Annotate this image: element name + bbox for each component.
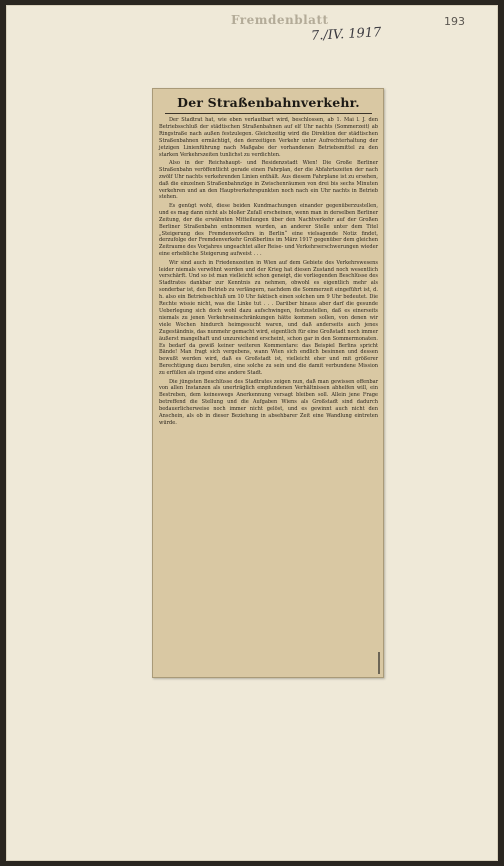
article-paragraph: Die jüngsten Beschlüsse des Stadtrates zeigen nun, daß man gewissen offenbar von allen Instanzen als unerträglich empfundenen Verhältnissen abhelfen will, ein Bestreben, dem keineswegs Anerkennung versagt bleiben soll. Allein jene Frage betreffend die Stellung und die Aufgaben Wiens als Großstadt sind dadurch bedauerlicherweise noch immer nicht gelöst, und es gewinnt auch nicht den Anschein, als ob in dieser Beziehung in absehbarer Zeit eine Wandlung eintreten würde.	[159, 378, 378, 426]
newspaper-clipping	[152, 88, 384, 678]
article-paragraph: Es genügt wohl, diese beiden Kundmachungen einander gegenüberzustellen, und es mag dann nicht als bloßer Zufall erscheinen, wenn man in derselben Berliner Zeitung, der die erwähnten Mitteilungen über den Nachtverkehr auf der Großen Berliner Straßenbahn entnommen wurden, an anderer Stelle unter dem Titel „Steigerung des Fremdenverkehrs in Berlin“ eine vielsagende Notiz findet, derzufolge der Fremdenverkehr Großberlins im März 1917 gegenüber dem gleichen Zeitraume des Vorjahres ungeachtet aller Reise- und Verkehrserschwerungen wieder eine erhebliche Steigerung aufweist . . .	[159, 202, 378, 258]
handwritten-date: 7./IV. 1917	[310, 25, 382, 44]
article-paragraph: Also in der Reichshaupt- und Residenzstadt Wien! Die Große Berliner Straßenbahn veröffentlicht gerade einen Fahrplan, der die Abfahrtszeiten der nach zwölf Uhr nachts verkehrenden Linien enthält. Aus diesem Fahrplane ist zu ersehen, daß die einzelnen Straßenbahnzüge in Zwischenräumen von drei bis sechs Minuten verkehren und an den Hauptverkehrspunkten noch nach ein Uhr nachts in Betrieb stehen.	[159, 159, 378, 201]
newspaper-name-stamp: Fremdenblatt	[231, 13, 329, 27]
archive-page-number: 193	[444, 15, 465, 28]
headline-divider	[165, 113, 372, 114]
article-paragraph: Der Stadtrat hat, wie eben verlautbart wird, beschlossen, ab 1. Mai l. J. den Betriebsschluß der städtischen Straßenbahnen auf elf Uhr nachts (Sommerzeit) ab Ringstraße nach außen festzulegen. Gleichzeitig wird die Direktion der städtischen Straßenbahnen ermächtigt, den derzeitigen Verkehr unter Aufrechterhaltung der jetzigen Linienführung nach Maßgabe der vorhandenen Betriebsmittel zu den starken Verkehrszeiten tunlichst zu verdichten.	[159, 117, 378, 158]
pencil-margin-mark	[378, 652, 380, 674]
article-paragraph: Wir sind auch in Friedenszeiten in Wien auf dem Gebiete des Verkehrswesens leider niemals verwöhnt worden und der Krieg hat diesen Zustand noch wesentlich verschärft. Und so ist man vielleicht schon geneigt, die vorliegenden Beschlüsse des Stadtrates dankbar zur Kenntnis zu nehmen, obwohl es eigentlich mehr als sonderbar ist, den Betrieb zu verlängern, nachdem die Sommerzeit eingeführt ist, d. h. also ein Betriebsschluß um 10 Uhr faktisch einen solchen um 9 Uhr bedeutet. Die Rechte wissie nicht, was die Linke tut . . . Darüber hinaus aber darf die gesunde Ueberlegung sich doch wohl dazu aufschwingen, festzustellen, daß es einerseits niemals zu jenen Verkehrseinschränkungen hätte kommen sollen, von denen wir viele Wochen hindurch heimgesucht waren, und daß anderseits auch jenes Zugeständnis, das nunmehr gemacht wird, eigentlich für eine Großstadt noch immer äußerst mangelhaft und unzureichend erscheint, schon gar in den Sommermonaten. Es bedarf da gewiß keiner weiteren Kommentare: das Beispiel Berlins spricht Bände! Man fragt sich vergebens, wann Wien sich endlich besinnen und dessen bewußt werden wird, daß es Großstadt ist, vielleicht eher und mit größerer Berechtigung dazu berufen, eine solche zu sein und die damit verbundene Mission zu erfüllen als irgend eine andere Stadt.	[159, 259, 378, 377]
article-headline: Der Straßenbahnverkehr.	[177, 95, 360, 110]
